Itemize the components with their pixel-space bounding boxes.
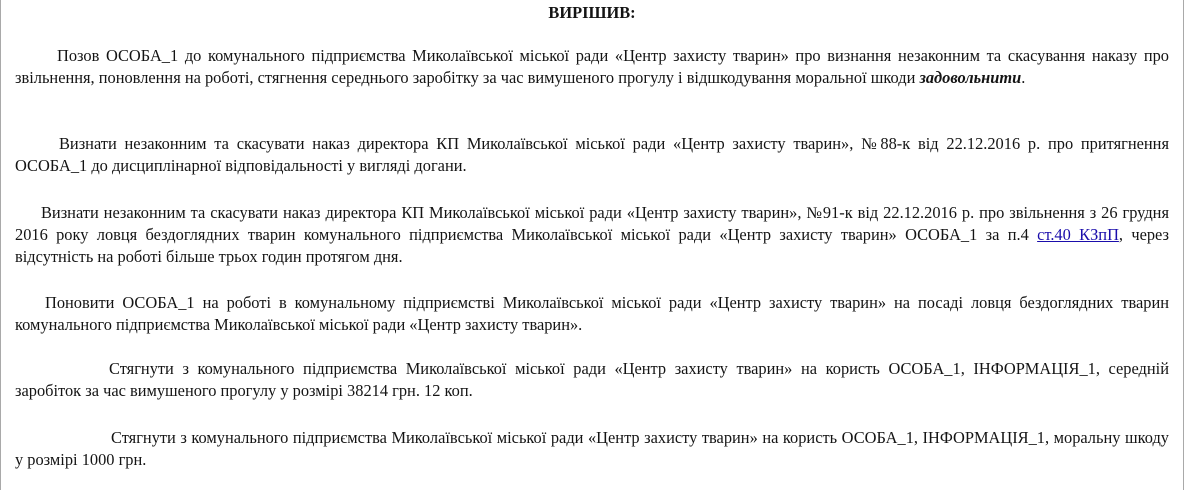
paragraph-dismissal-order <box>15 202 1169 268</box>
paragraph-moral-damages: Стягнути з комунального підприємства Миколаївської міської ради «Центр захисту тварин» на користь ОСОБА_1, ІНФОРМАЦІЯ_1, моральну шкоду у розмірі 1000 грн. <box>15 428 1169 469</box>
paragraph-reinstatement: Поновити ОСОБА_1 на роботі в комунальному підприємстві Миколаївської міської ради «Центр захисту тварин» на посаді ловця бездоглядних тварин комунального підприємства Миколаївської міської ради «Центр захисту тварин». <box>15 293 1169 334</box>
paragraph-average-earnings: Стягнути з комунального підприємства Миколаївської міської ради «Центр захисту тварин» на користь ОСОБА_1, ІНФОРМАЦІЯ_1, середній заробіток за час вимушеного прогулу у розмірі 38214 грн. 12 коп. <box>15 359 1169 400</box>
paragraph-reprimand-order: Визнати незаконним та скасувати наказ директора КП Миколаївської міської ради «Центр захисту тварин», №88-к від 22.12.2016 р. про притягнення ОСОБА_1 до дисциплінарної відповідальності у вигляді догани. <box>15 134 1169 175</box>
dismissal-text-before: Визнати незаконним та скасувати наказ директора КП Миколаївської міської ради «Центр захисту тварин», №91-к від 22.12.2016 р. про звільнення з 26 грудня 2016 року ловця бездоглядних тварин комунального підприємства Миколаївської міської ради «Центр захисту тварин» ОСОБА_1 за п.4 <box>15 203 1169 244</box>
paragraph-claim-granted <box>15 45 1169 89</box>
dismissal-text-after: , через відсутність на роботі більше трьох годин протягом дня. <box>15 225 1170 266</box>
labor-code-article-link[interactable]: ст.40 КЗпП <box>1037 225 1119 244</box>
paragraph-claim-text: Позов ОСОБА_1 до комунального підприємства Миколаївської міської ради «Центр захисту тварин» про визнання незаконним та скасування наказу про звільнення, поновлення на роботі, стягнення середнього заробітку за час вимушеного прогулу і відшкодування моральної шкоди <box>15 46 1169 87</box>
paragraph-claim-tail: . <box>1021 68 1026 87</box>
decision-heading: ВИРІШИВ: <box>548 3 636 22</box>
claim-granted-emphasis: задовольнити <box>919 68 1022 87</box>
